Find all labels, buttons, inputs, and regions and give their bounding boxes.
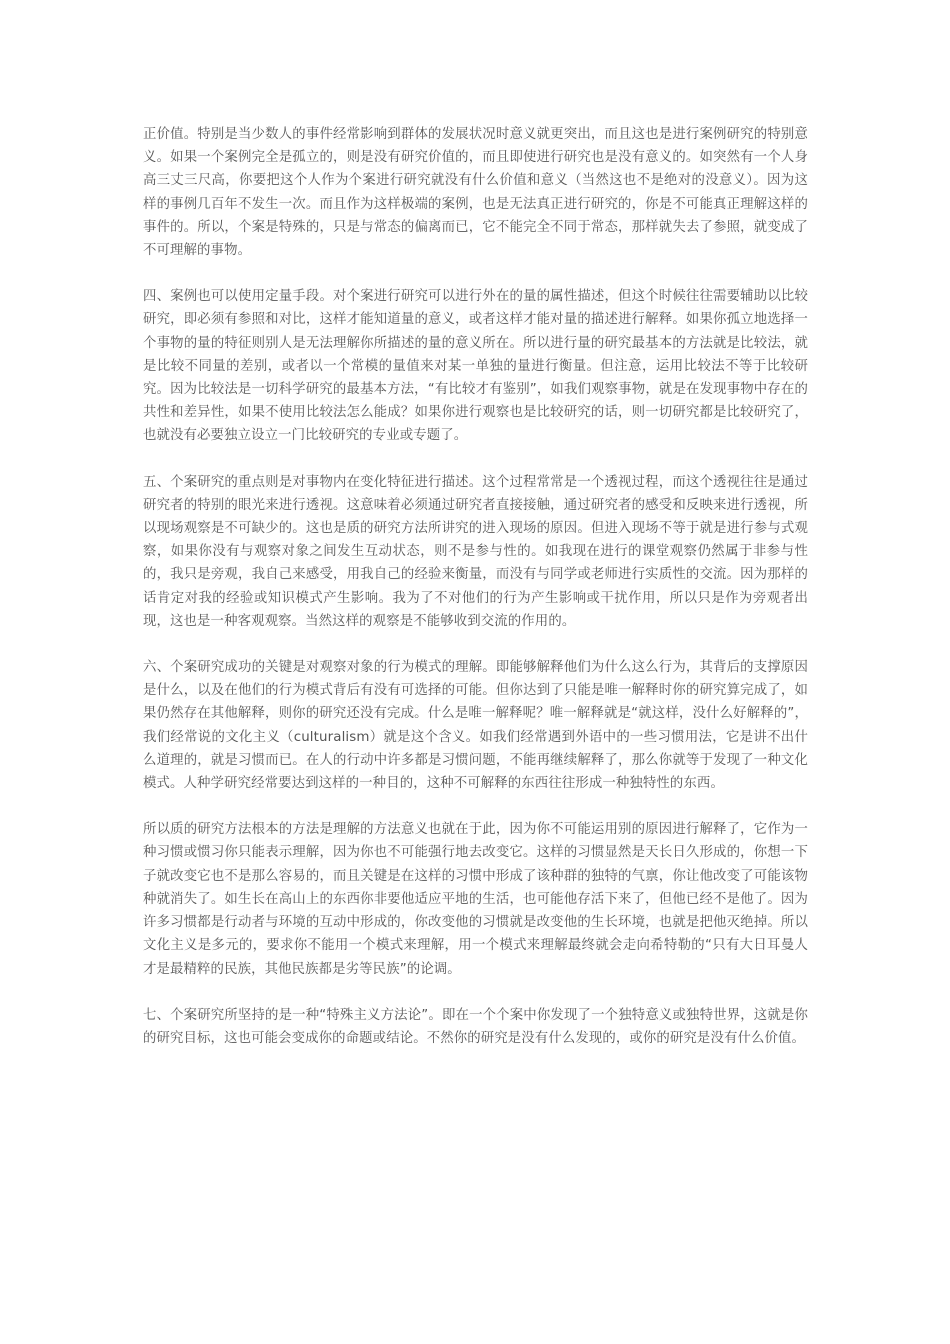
paragraph-section-5: 五、个案研究的重点则是对事物内在变化特征进行描述。这个过程常常是一个透视过程，而这个透视往往是通过研究者的特别的眼光来进行透视。这意味着必须通过研究者直接接触，通过研究者的感受和反映来进行透视，所以现场观察是不可缺少的。这也是质的研究方法所讲究的进入现场的原因。但进入现场不等于就是进行参与式观察，如果你没有与观察对象之间发生互动状态，则不是参与性的。如我现在进行的课堂观察仍然属于非参与性的，我只是旁观，我自己来感受，用我自己的经验来衡量，而没有与同学或老师进行实质性的交流。因为那样的话肯定对我的经验或知识模式产生影响。我为了不对他们的行为产生影响或干扰作用，所以只是作为旁观者出现，这也是一种客观观察。当然这样的观察是不能够收到交流的作用的。 [143, 474, 808, 629]
paragraph-intro: 正价值。特别是当少数人的事件经常影响到群体的发展状况时意义就更突出，而且这也是进行案例研究的特别意义。如果一个案例完全是孤立的，则是没有研究价值的，而且即使进行研究也是没有意义的。如突然有一个人身高三丈三尺高，你要把这个人作为个案进行研究就没有什么价值和意义（当然这也不是绝对的没意义）。因为这样的事例几百年不发生一次。而且作为这样极端的案例，也是无法真正进行研究的，你是不可能真正理解这样的事件的。所以，个案是特殊的，只是与常态的偏离而已，它不能完全不同于常态，那样就失去了参照，就变成了不可理解的事物。 [143, 127, 808, 259]
document-page [143, 123, 808, 1050]
paragraph-section-6: 六、个案研究成功的关键是对观察对象的行为模式的理解。即能够解释他们为什么这么行为，其背后的支撑原因是什么，以及在他们的行为模式背后有没有可选择的可能。但你达到了只能是唯一解释时你的研究算完成了，如果仍然存在其他解释，则你的研究还没有完成。什么是唯一解释呢？唯一解释就是“就这样，没什么好解释的”，我们经常说的文化主义（culturalism）就是这个含义。如我们经常遇到外语中的一些习惯用法，它是讲不出什么道理的，就是习惯而已。在人的行动中许多都是习惯问题，不能再继续解释了，那么你就等于发现了一种文化模式。人种学研究经常要达到这样的一种目的，这种不可解释的东西往往形成一种独特性的东西。 [143, 660, 808, 792]
paragraph-section-7: 七、个案研究所坚持的是一种“特殊主义方法论”。即在一个个案中你发现了一个独特意义或独特世界，这就是你的研究目标，这也可能会变成你的命题或结论。不然你的研究是没有什么发现的，或你的研究是没有什么价值。 [143, 1007, 808, 1046]
paragraph-section-6-continued: 所以质的研究方法根本的方法是理解的方法意义也就在于此，因为你不可能运用别的原因进行解释了，它作为一种习惯或惯习你只能表示理解，因为你也不可能强行地去改变它。这样的习惯显然是天长日久形成的，你想一下子就改变它也不是那么容易的，而且关键是在这样的习惯中形成了该种群的独特的气禀，你让他改变了可能该物种就消失了。如生长在高山上的东西你非要他适应平地的生活，也可能他存活下来了，但他已经不是他了。因为许多习惯都是行动者与环境的互动中形成的，你改变他的习惯就是改变他的生长环境，也就是把他灭绝掉。所以文化主义是多元的，要求你不能用一个模式来理解，用一个模式来理解最终就会走向希特勒的“只有大日耳曼人才是最精粹的民族，其他民族都是劣等民族”的论调。 [143, 822, 808, 977]
paragraph-section-4: 四、案例也可以使用定量手段。对个案进行研究可以进行外在的量的属性描述，但这个时候往往需要辅助以比较研究，即必须有参照和对比，这样才能知道量的意义，或者这样才能对量的描述进行解释。如果你孤立地选择一个事物的量的特征则别人是无法理解你所描述的量的意义所在。所以进行量的研究最基本的方法就是比较法，就是比较不同量的差别，或者以一个常模的量值来对某一单独的量进行衡量。但注意，运用比较法不等于比较研究。因为比较法是一切科学研究的最基本方法，“有比较才有鉴别”，如我们观察事物，就是在发现事物中存在的共性和差异性，如果不使用比较法怎么能成？如果你进行观察也是比较研究的话，则一切研究都是比较研究了，也就没有必要独立设立一门比较研究的专业或专题了。 [143, 289, 808, 444]
